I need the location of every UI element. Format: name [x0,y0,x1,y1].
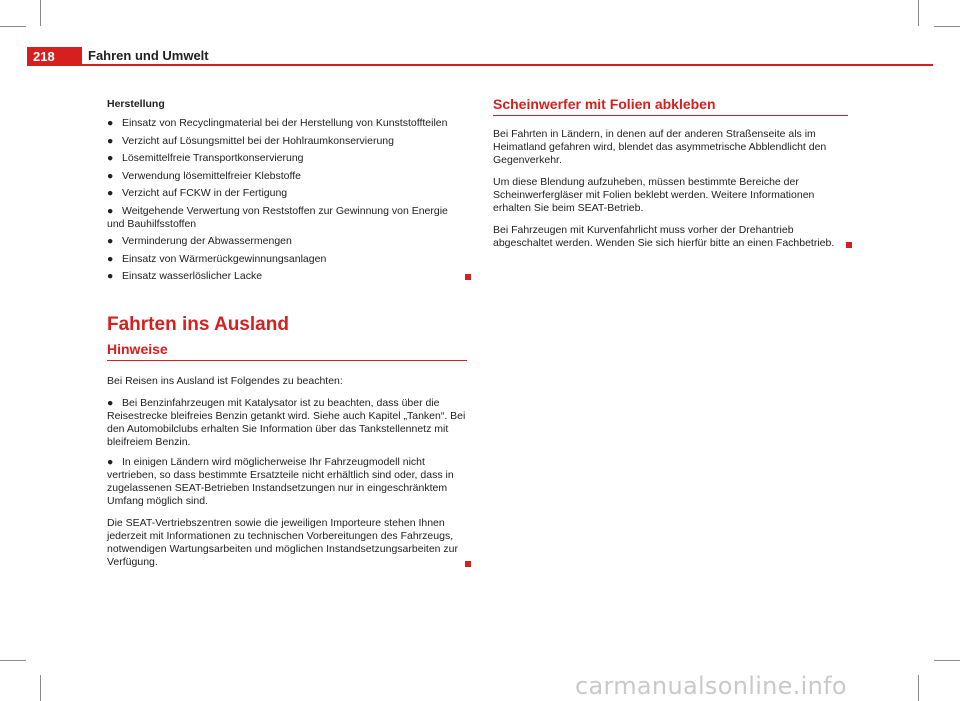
list-item: ● In einigen Ländern wird möglicherweise Ihr Fahrzeugmodell nicht vertrieben, so dass bestimmte Ersatzteile nicht erhältlich sind oder, dass in zugelassenen SEAT-Betrieben Instandsetzungen nur in eingeschränktem Umfang möglich sind. [107,455,454,507]
list-item: ● Verzicht auf Lösungsmittel bei der Hohlraumkonservierung [107,134,394,147]
left-column [107,98,467,578]
bullet-icon: ● [107,152,114,164]
bullet-icon: ● [107,235,114,247]
list-item: ● Einsatz von Recyclingmaterial bei der Herstellung von Kunststoffteilen [107,117,448,129]
paragraph: Bei Fahrten in Ländern, in denen auf der anderen Straßenseite als im Heimatland gefahren wird, blendet das asymmetrische Abblendlicht den Gegenverkehr. [493,128,827,166]
bullet-icon: ● [107,455,114,468]
subsection-title: Hinweise [107,343,467,361]
crop-mark [40,0,41,26]
bullet-icon: ● [107,204,114,217]
bullet-icon: ● [107,169,114,182]
list-item: ● Verwendung lösemittelfreier Klebstoffe [107,169,301,182]
section-end-icon [465,561,471,567]
header-rule [27,64,933,66]
list-item: ● Einsatz wasserlöslicher Lacke [107,270,467,283]
right-section-title: Scheinwerfer mit Folien abkleben [493,98,848,116]
bullet-icon: ● [107,252,114,265]
closing-text: Die SEAT-Vertriebszentren sowie die jeweiligen Importeure stehen Ihnen jederzeit mit Informationen zu technischen Vorbereitungen des Fahrzeugs, notwendigen Wartungsarbeiten und möglichen Instandsetzungsarbeiten zur Verfügung. [107,517,467,569]
bullet-icon: ● [107,187,114,199]
section-end-icon [465,274,471,280]
bullet-icon: ● [107,270,114,282]
paragraph: Bei Fahrzeugen mit Kurvenfahrlicht muss vorher der Drehantrieb abgeschaltet werden. Wenden Sie sich hierfür bitte an einen Fachbetrieb. [493,224,848,250]
paragraph: Um diese Blendung aufzuheben, müssen bestimmte Bereiche der Scheinwerfergläser mit Folien beklebt werden. Weitere Informationen erhalten Sie beim SEAT-Betrieb. [493,176,815,214]
section-end-icon [846,242,852,248]
list-item: ● Bei Benzinfahrzeugen mit Katalysator ist zu beachten, dass über die Reisestrecke bleifreies Benzin getankt wird. Siehe auch Kapitel „Tanken“. Bei den Automobilclubs erhalten Sie Information über das Tankstellennetz mit bleifreiem Benzin. [107,396,466,448]
list-item: ● Weitgehende Verwertung von Reststoffen zur Gewinnung von Energie und Bauhilfsstoffen [107,204,448,230]
list-item: ● Lösemittelfreie Transportkonservierung [107,152,304,164]
crop-mark [918,0,919,26]
bullet-icon: ● [107,396,114,409]
list-item: ● Verzicht auf FCKW in der Fertigung [107,187,288,199]
page-number: 218 [27,47,82,66]
intro-text: Bei Reisen ins Ausland ist Folgendes zu beachten: [107,374,343,387]
crop-mark [0,660,26,661]
crop-mark [0,26,26,27]
right-column [493,98,848,259]
herstellung-label: Herstellung [107,98,165,110]
crop-mark [934,660,960,661]
crop-mark [934,26,960,27]
watermark: carmanualsonline.info [575,672,847,700]
list-item: ● Einsatz von Wärmerückgewinnungsanlagen [107,252,327,265]
list-item: ● Verminderung der Abwassermengen [107,235,292,247]
crop-mark [40,675,41,701]
chapter-title: Fahren und Umwelt [88,48,209,63]
crop-mark [918,675,919,701]
bullet-icon: ● [107,117,114,129]
bullet-icon: ● [107,134,114,147]
section-title: Fahrten ins Ausland [107,313,289,335]
